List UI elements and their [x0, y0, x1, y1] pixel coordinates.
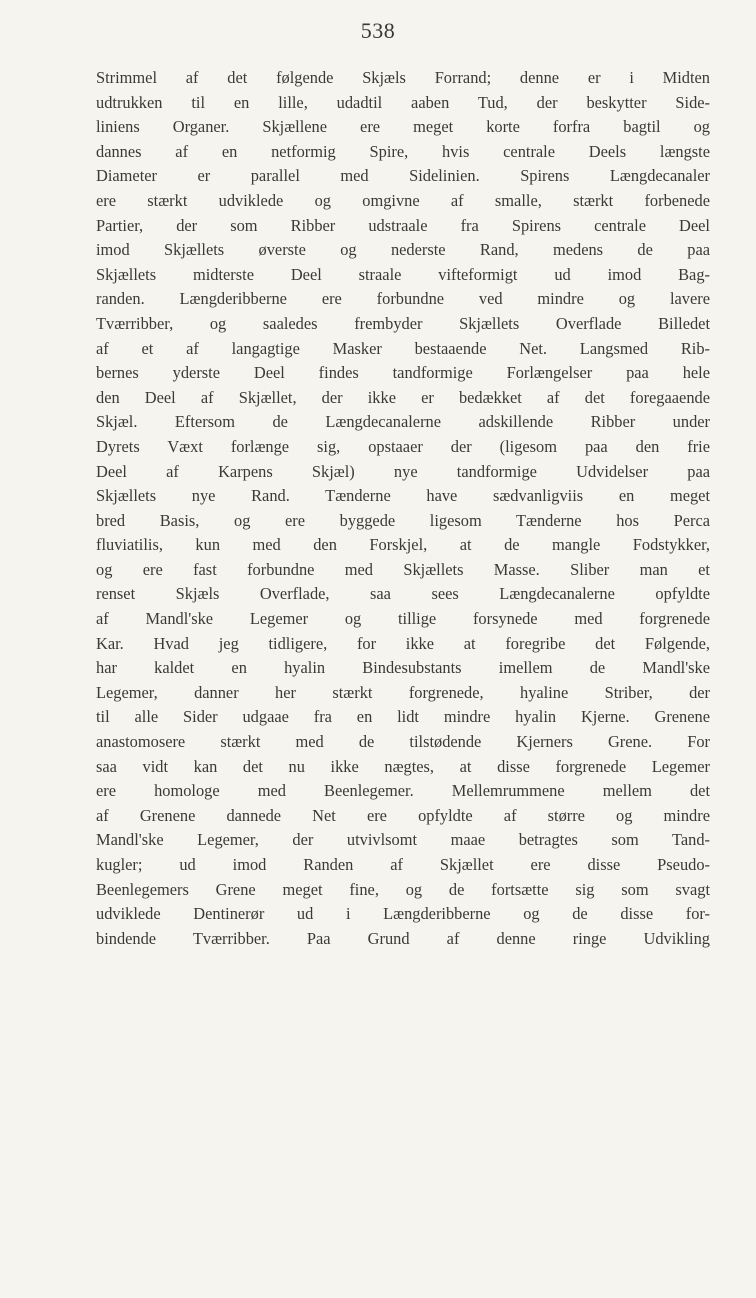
- text-line-9: Skjællets midterste Deel straale vifteformigt ud imod Bag-: [96, 264, 710, 284]
- text-line-24: Kar. Hvad jeg tidligere, for ikke at foregribe det Følgende,: [96, 633, 710, 653]
- text-line-30: ere homologe med Beenlegemer. Mellemrummene mellem det: [96, 781, 710, 801]
- text-line-18: Skjællets nye Rand. Tænderne have sædvanligviis en meget: [96, 486, 710, 506]
- text-line-34: Beenlegemers Grene meget fine, og de fortsætte sig som svagt: [96, 879, 710, 899]
- text-line-19: bred Basis, og ere byggede ligesom Tænderne hos Perca: [96, 510, 710, 530]
- page-number: 538: [360, 18, 396, 43]
- text-line-22: renset Skjæls Overflade, saa sees Længdecanalerne opfyldte: [96, 584, 710, 604]
- text-line-7: Partier, der som Ribber udstraale fra Spirens centrale Deel: [96, 215, 710, 235]
- text-line-23: af Mandl'ske Legemer og tillige forsynede med forgrenede: [96, 609, 710, 629]
- text-line-17: Deel af Karpens Skjæl) nye tandformige Udvidelser paa: [96, 461, 710, 481]
- text-line-25: har kaldet en hyalin Bindesubstants imellem de Mandl'ske: [96, 658, 710, 678]
- text-line-21: og ere fast forbundne med Skjællets Masse. Sliber man et: [96, 559, 710, 579]
- text-line-26: Legemer, danner her stærkt forgrenede, hyaline Striber, der: [96, 682, 710, 702]
- text-line-29: saa vidt kan det nu ikke nægtes, at disse forgrenede Legemer: [96, 756, 710, 776]
- text-line-33: kugler; ud imod Randen af Skjællet ere disse Pseudo-: [96, 855, 710, 874]
- text-line-6: ere stærkt udviklede og omgivne af smalle, stærkt forbenede: [96, 190, 710, 210]
- text-line-5: Diameter er parallel med Sidelinien. Spirens Længdecanaler: [96, 166, 710, 186]
- text-line-16: Dyrets Væxt forlænge sig, opstaaer der (ligesom paa den frie: [96, 436, 710, 456]
- body-text: [96, 66, 710, 951]
- text-line-35: udviklede Dentinerør ud i Længderibberne og de disse for-: [96, 904, 710, 924]
- text-line-15: Skjæl. Eftersom de Længdecanalerne adskillende Ribber under: [96, 412, 710, 432]
- text-line-32: Mandl'ske Legemer, der utvivlsomt maae betragtes som Tand-: [96, 830, 710, 850]
- text-line-8: imod Skjællets øverste og nederste Rand, medens de paa: [96, 240, 710, 260]
- text-line-1: Strimmel af det følgende Skjæls Forrand; denne er i Midten: [96, 68, 710, 87]
- text-line-27: til alle Sider udgaae fra en lidt mindre hyalin Kjerne. Grenene: [96, 707, 710, 727]
- text-line-4: dannes af en netformig Spire, hvis centrale Deels længste: [96, 141, 710, 161]
- text-line-20: fluviatilis, kun med den Forskjel, at de mangle Fodstykker,: [96, 535, 710, 555]
- text-line-13: bernes yderste Deel findes tandformige Forlængelser paa hele: [96, 363, 710, 383]
- text-line-10: randen. Længderibberne ere forbundne ved mindre og lavere: [96, 289, 710, 309]
- text-line-12: af et af langagtige Masker bestaaende Net. Langsmed Rib-: [96, 338, 710, 358]
- text-line-11: Tværribber, og saaledes frembyder Skjællets Overflade Billedet: [96, 313, 710, 333]
- text-line-14: den Deel af Skjællet, der ikke er bedækket af det foregaaende: [96, 387, 710, 407]
- text-line-28: anastomosere stærkt med de tilstødende Kjerners Grene. For: [96, 732, 710, 752]
- text-line-3: liniens Organer. Skjællene ere meget korte forfra bagtil og: [96, 117, 710, 137]
- text-line-31: af Grenene dannede Net ere opfyldte af større og mindre: [96, 805, 710, 825]
- text-line-36: bindende Tværribber. Paa Grund af denne ringe Udvikling: [96, 928, 710, 948]
- text-line-2: udtrukken til en lille, udadtil aaben Tud, der beskytter Side-: [96, 92, 710, 112]
